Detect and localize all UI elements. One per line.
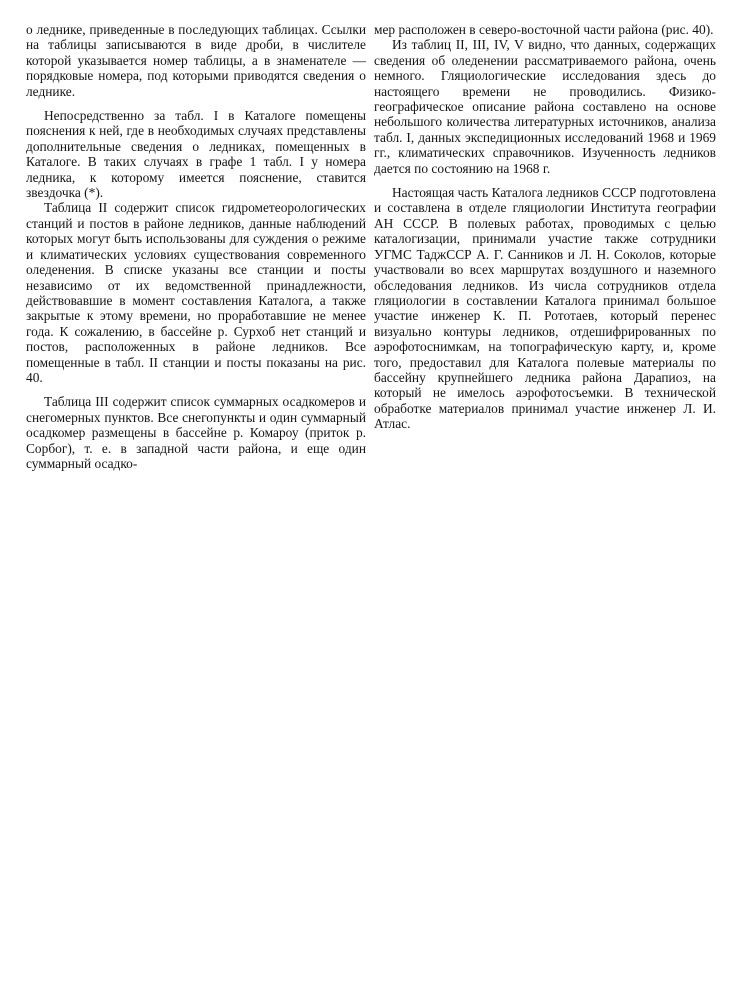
paragraph-data-scarcity: Из таблиц II, III, IV, V видно, что данных, содержащих сведения об оледенении рассматриваемого района, очень немного. Гляциологические исследования здесь до настоящего времени не проводились. Физико-географическое описание района составлено на основе небольшого количества литературных источников, анализа табл. I, данных экспедиционных исследований 1968 и 1969 гг., климатических справочников. Изученность ледников дается по состоянию на 1968 г. [374, 37, 716, 176]
paragraph-table-ii: Таблица II содержит список гидрометеорологических станций и постов в районе ледников, данные наблюдений которых могут быть использованы для суждения о режиме и климатических условиях существования современного оледенения. В списке указаны все станции и посты независимо от их ведомственной принадлежности, действовавшие в момент составления Каталога, а также закрытые к этому времени, но проработавшие не менее года. К сожалению, в бассейне р. Сурхоб нет станций и постов, расположенных в районе ледников. Все помещенные в табл. II станции и посты показаны на рис. 40. [26, 200, 366, 385]
paragraph-authors-acknowledgements: Настоящая часть Каталога ледников СССР подготовлена и составлена в отделе гляциологии Института географии АН СССР. В полевых работах, проводимых с целью каталогизации, принимали участие также сотрудники УГМС ТаджССР А. Г. Санников и Л. Н. Соколов, которые участвовали во всех маршрутах воздушного и наземного обследования ледников. Из числа сотрудников отдела гляциологии в составлении Каталога принимал большое участие инженер К. П. Рототаев, который перенес визуально контуры ледников, отдешифрированных по аэрофотоснимкам, на топографическую карту, и, кроме того, предоставил для Каталога полевые материалы по бассейну крупнейшего ледника района Дарапиоз, на который не имелось аэрофотосъемки. В технической обработке материалов принимал участие инженер Л. И. Атлас. [374, 185, 716, 432]
right-text-column [374, 22, 716, 432]
paragraph-glacier-references: о леднике, приведенные в последующих таблицах. Ссылки на таблицы записываются в виде дроби, в числителе которой указывается номер таблицы, а в знаменателе — порядковые номера, под которыми приводятся сведения о леднике. [26, 22, 366, 99]
left-text-column [26, 22, 366, 471]
paragraph-table-iii: Таблица III содержит список суммарных осадкомеров и снегомерных пунктов. Все снегопункты и один суммарный осадкомер размещены в бассейне р. Комароу (приток р. Сорбог), т. е. в западной части района, и еще один суммарный осадко- [26, 394, 366, 471]
paragraph-precipitation-gauge-location: мер расположен в северо-восточной части района (рис. 40). [374, 22, 714, 37]
paragraph-table-i-notes: Непосредственно за табл. I в Каталоге помещены пояснения к ней, где в необходимых случаях представлены дополнительные сведения о ледниках, помещенных в Каталоге. В таких случаях в графе 1 табл. I у номера ледника, к которому имеется пояснение, ставится звездочка (*). [26, 108, 366, 201]
